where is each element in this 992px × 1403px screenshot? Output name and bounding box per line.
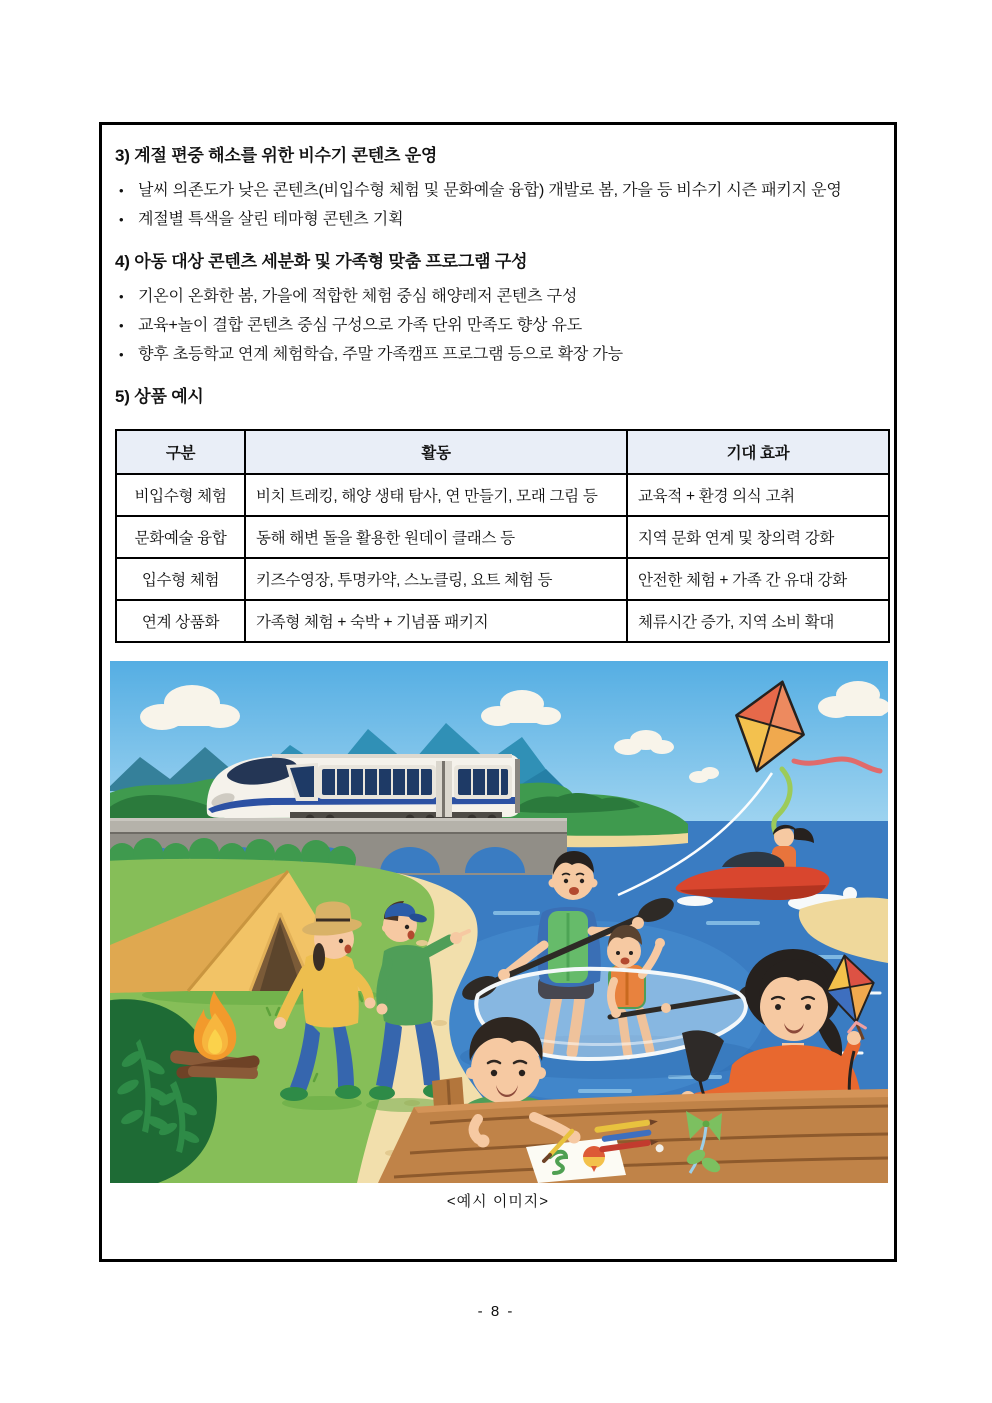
bullet-marker: •: [119, 289, 124, 304]
table-cell: 문화예술 융합: [116, 516, 245, 558]
list-item: [115, 282, 881, 311]
list-item: [115, 176, 881, 205]
table-cell: 교육적 + 환경 의식 고취: [627, 474, 889, 516]
section-heading: 4) 아동 대상 콘텐츠 세분화 및 가족형 맞춤 프로그램 구성: [115, 252, 528, 271]
bullet-text: 기온이 온화한 봄, 가을에 적합한 체험 중심 해양레저 콘텐츠 구성: [138, 288, 578, 305]
page-number: - 8 -: [477, 1303, 515, 1320]
table-cell: 비입수형 체험: [116, 474, 245, 516]
bullet-list: [115, 176, 881, 234]
section-children-programs: [115, 251, 881, 369]
table-cell: 체류시간 증가, 지역 소비 확대: [627, 600, 889, 642]
table-cell: 비치 트레킹, 해양 생태 탐사, 연 만들기, 모래 그림 등: [245, 474, 627, 516]
table-cell: 지역 문화 연계 및 창의력 강화: [627, 516, 889, 558]
section-offseason-contents: [115, 145, 881, 234]
table-cell: 키즈수영장, 투명카약, 스노클링, 요트 체험 등: [245, 558, 627, 600]
section-heading: 3) 계절 편중 해소를 위한 비수기 콘텐츠 운영: [115, 146, 438, 165]
example-image: [110, 661, 888, 1183]
section-product-examples: [115, 386, 881, 643]
illustration-svg: [110, 661, 888, 1183]
high-speed-train: [207, 754, 520, 824]
table-cell: 동해 해변 돌을 활용한 원데이 클래스 등: [245, 516, 627, 558]
page-border-frame: [99, 122, 897, 1262]
table-row: [116, 516, 889, 558]
table-header-category: 구분: [116, 430, 245, 474]
list-item: [115, 340, 881, 369]
table-cell: 안전한 체험 + 가족 간 유대 강화: [627, 558, 889, 600]
bullet-marker: •: [119, 212, 124, 227]
table-header-row: [116, 430, 889, 474]
table-cell: 입수형 체험: [116, 558, 245, 600]
bullet-list: [115, 282, 881, 369]
image-caption: <예시 이미지>: [446, 1193, 550, 1210]
bullet-text: 계절별 특색을 살린 테마형 콘텐츠 기획: [138, 211, 404, 228]
bullet-marker: •: [119, 183, 124, 198]
list-item: [115, 311, 881, 340]
table-cell: 가족형 체험 + 숙박 + 기념품 패키지: [245, 600, 627, 642]
table-header-activity: 활동: [245, 430, 627, 474]
table-row: [116, 558, 889, 600]
table-cell: 연계 상품화: [116, 600, 245, 642]
page-content: [102, 125, 894, 1211]
bullet-text: 날씨 의존도가 낮은 콘텐츠(비입수형 체험 및 문화예술 융합) 개발로 봄, 가을 등 비수기 시즌 패키지 운영: [138, 182, 842, 199]
bullet-marker: •: [119, 347, 124, 362]
table-row: [116, 474, 889, 516]
bullet-text: 교육+놀이 결합 콘텐츠 중심 구성으로 가족 단위 만족도 향상 유도: [138, 317, 583, 334]
table-header-effect: 기대 효과: [627, 430, 889, 474]
table-row: [116, 600, 889, 642]
product-example-table: [115, 429, 890, 643]
bullet-text: 향후 초등학교 연계 체험학습, 주말 가족캠프 프로그램 등으로 확장 가능: [138, 346, 623, 363]
bullet-marker: •: [119, 318, 124, 333]
section-heading: 5) 상품 예시: [115, 387, 204, 406]
list-item: [115, 205, 881, 234]
